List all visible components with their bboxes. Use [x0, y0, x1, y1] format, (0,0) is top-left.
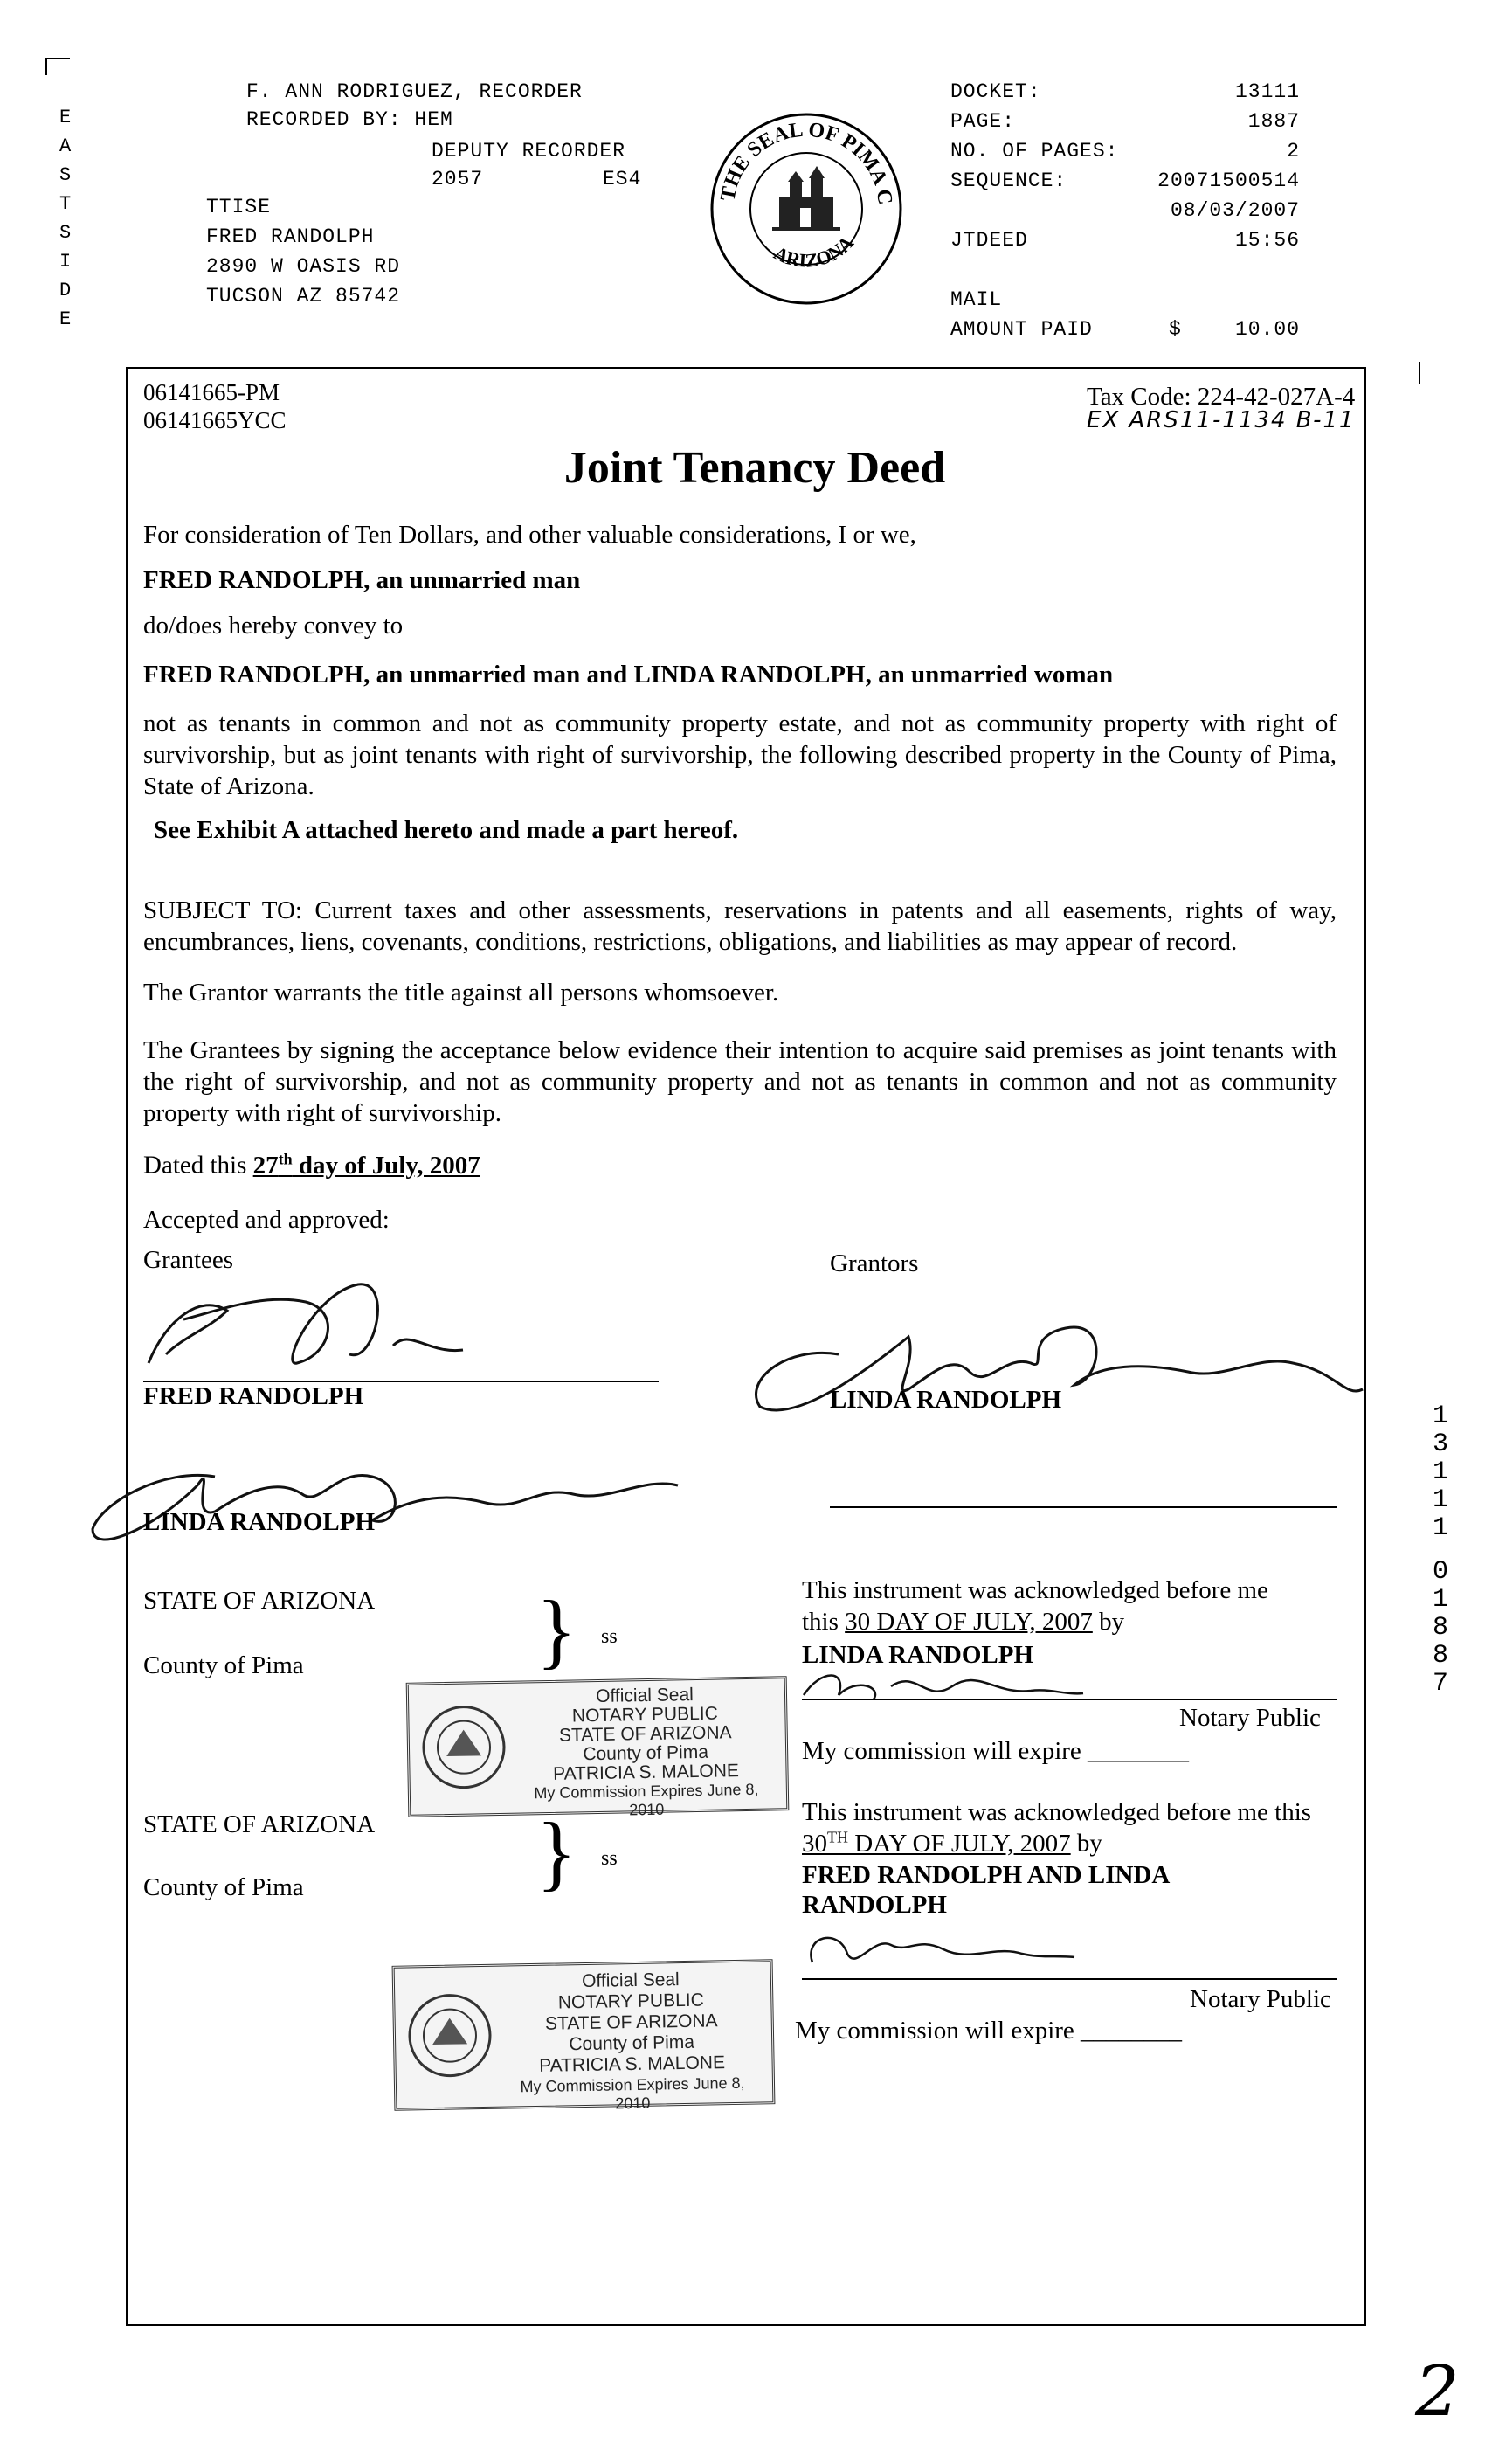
fred-signature — [131, 1258, 480, 1389]
tax-exemption-note: EX ARS11-1134 B-11 — [1087, 407, 1356, 433]
notary-seal-stamp-2 — [392, 1959, 776, 2111]
mail-to-line-2: FRED RANDOLPH — [206, 225, 375, 248]
notary1-county: County of Pima — [143, 1651, 304, 1679]
mail-label: MAIL — [950, 288, 1003, 311]
notary2-ss: ss — [601, 1847, 618, 1870]
docket-row — [950, 80, 1300, 103]
stamp2-line-6: My Commission Expires June 8, 2010 — [520, 2073, 745, 2113]
side-letter: I — [59, 251, 72, 273]
mail-row — [950, 288, 1300, 311]
tenancy-paragraph: not as tenants in common and not as community property estate, and not as community property with right of survivorship, but as joint tenants with right of survivorship, the following described property in the County of Pima, State of Arizona. — [143, 709, 1336, 800]
dated-line — [143, 1150, 480, 1180]
margin-char: 0 — [1433, 1557, 1449, 1587]
notary-seal-stamp-1 — [406, 1676, 790, 1817]
amount-value: 10.00 — [1234, 318, 1300, 341]
notary2-ack-line-2 — [802, 1828, 1102, 1858]
side-letter: T — [59, 193, 72, 215]
record-time: 15:56 — [1234, 229, 1300, 252]
grantor-second-signature-line — [830, 1506, 1336, 1508]
notary2-ack-date — [802, 1830, 1071, 1858]
notary2-ack-line-1: This instrument was acknowledged before me this — [802, 1798, 1312, 1826]
corner-bracket — [45, 58, 70, 75]
currency-symbol: $ — [1169, 318, 1182, 341]
seal-bottom-text: ARIZONA — [770, 232, 858, 272]
notary1-ack-line-1: This instrument was acknowledged before me — [802, 1576, 1268, 1604]
notary2-day: 30 — [802, 1829, 827, 1858]
notary2-title: Notary Public — [1190, 1985, 1331, 2013]
page-number-mark: 2 — [1415, 2350, 1460, 2432]
notary2-day-suffix: TH — [827, 1828, 848, 1845]
accepted-approved: Accepted and approved: — [143, 1206, 390, 1234]
page-value: 1887 — [1247, 110, 1300, 133]
amount-label: AMOUNT PAID — [950, 318, 1093, 341]
notary1-by: by — [1092, 1608, 1125, 1636]
margin-tick — [1419, 362, 1420, 384]
mission-building-icon — [772, 166, 840, 231]
pages-row — [950, 140, 1300, 163]
notary1-state: STATE OF ARIZONA — [143, 1587, 376, 1615]
stamp2-line-5: PATRICIA S. MALONE — [539, 2052, 726, 2076]
notary2-date-rest: DAY OF JULY, 2007 — [848, 1829, 1071, 1858]
exhibit-reference: See Exhibit A attached hereto and made a part hereof. — [154, 816, 739, 844]
dated-rest: day of July, 2007 — [292, 1151, 480, 1180]
margin-char: 8 — [1433, 1641, 1449, 1671]
dated-suffix: th — [278, 1150, 293, 1167]
arizona-seal-icon — [405, 1991, 494, 2080]
grantee-signer-fred: FRED RANDOLPH — [143, 1382, 364, 1410]
page-label: PAGE: — [950, 110, 1016, 133]
grantors-label: Grantors — [830, 1249, 919, 1277]
pages-value: 2 — [1287, 140, 1300, 163]
notary2-signers-line-1: FRED RANDOLPH AND LINDA — [802, 1861, 1171, 1889]
reference-number-2: 06141665YCC — [143, 407, 287, 433]
mail-to-line-3: 2890 W OASIS RD — [206, 255, 401, 278]
record-date: 08/03/2007 — [1170, 199, 1300, 222]
margin-char: 3 — [1433, 1429, 1449, 1459]
convey-text: do/does hereby convey to — [143, 612, 404, 640]
side-letter: D — [59, 280, 72, 301]
subject-to-paragraph: SUBJECT TO: Current taxes and other assessments, reservations in patents and all easements, rights of way, encumbrances, liens, covenants, conditions, restrictions, obligations, and liabilities as may appear of record. — [143, 896, 1336, 956]
stamp1-line-1: Official Seal — [595, 1685, 694, 1707]
mail-to-line-4: TUCSON AZ 85742 — [206, 285, 401, 308]
grantee-signer-linda: LINDA RANDOLPH — [143, 1508, 376, 1536]
type-row — [950, 229, 1300, 252]
notary2-by: by — [1070, 1829, 1102, 1858]
notary1-this: this — [802, 1608, 846, 1636]
stamp1-line-2: NOTARY PUBLIC — [571, 1703, 718, 1727]
notary1-signer: LINDA RANDOLPH — [802, 1641, 1034, 1669]
tax-code: Tax Code: 224-42-027A-4 — [1087, 383, 1356, 411]
stamp2-line-3: STATE OF ARIZONA — [544, 2011, 718, 2034]
notary2-state: STATE OF ARIZONA — [143, 1810, 376, 1838]
margin-char: 8 — [1433, 1613, 1449, 1643]
page-row — [950, 110, 1300, 133]
notary2-signature-line — [802, 1978, 1336, 1980]
reference-number-1: 06141665-PM — [143, 379, 280, 405]
stamp2-line-4: County of Pima — [569, 2031, 695, 2055]
recorded-by: RECORDED BY: HEM — [246, 108, 453, 131]
notary1-commission: My commission will expire ________ — [802, 1737, 1190, 1765]
acceptance-paragraph: The Grantees by signing the acceptance below evidence their intention to acquire said premises as joint tenants with the right of survivorship, and not as community property and not as tenants in common and not as community property with right of survivorship. — [143, 1036, 1336, 1127]
sequence-row — [950, 170, 1300, 192]
page-title: Joint Tenancy Deed — [563, 443, 946, 493]
notary2-commission: My commission will expire ________ — [795, 2017, 1183, 2045]
grantor-name: FRED RANDOLPH, an unmarried man — [143, 566, 581, 594]
side-letter: A — [59, 135, 72, 157]
notary1-ss: ss — [601, 1625, 618, 1648]
sequence-label: SEQUENCE: — [950, 170, 1067, 192]
docket-value: 13111 — [1234, 80, 1300, 103]
side-letter: E — [59, 107, 72, 128]
sequence-value: 20071500514 — [1157, 170, 1300, 192]
docket-label: DOCKET: — [950, 80, 1041, 103]
dated-date — [253, 1152, 480, 1180]
margin-char: 1 — [1433, 1485, 1449, 1515]
deputy-recorder: DEPUTY RECORDER — [432, 140, 626, 163]
mail-to-line-1: TTISE — [206, 196, 272, 218]
pima-county-seal — [708, 110, 905, 308]
warranty-text: The Grantor warrants the title against all persons whomsoever. — [143, 979, 779, 1007]
margin-char: 1 — [1433, 1402, 1449, 1431]
notary1-title: Notary Public — [1179, 1704, 1321, 1732]
stamp2-line-2: NOTARY PUBLIC — [557, 1990, 704, 2013]
notary1-brace: } — [536, 1583, 577, 1677]
grantor-signer-linda: LINDA RANDOLPH — [830, 1386, 1062, 1414]
pages-label: NO. OF PAGES: — [950, 140, 1119, 163]
notary2-county: County of Pima — [143, 1873, 304, 1901]
stamp1-line-6: My Commission Expires June 8, 2010 — [534, 1780, 759, 1819]
dated-prefix: Dated this — [143, 1151, 253, 1180]
grantees-label: Grantees — [143, 1246, 234, 1274]
side-letter: E — [59, 308, 72, 330]
code-a: 2057 — [432, 168, 484, 190]
stamp1-line-3: STATE OF ARIZONA — [558, 1722, 732, 1746]
notary1-signature-line — [802, 1699, 1336, 1700]
margin-char: 7 — [1433, 1669, 1449, 1699]
consideration-text: For consideration of Ten Dollars, and other valuable considerations, I or we, — [143, 521, 916, 549]
code-b: ES4 — [603, 168, 642, 190]
arizona-seal-icon — [419, 1703, 508, 1792]
notary2-signature — [795, 1919, 1083, 1980]
side-letter: S — [59, 164, 72, 186]
amount-row — [950, 318, 1300, 341]
notary1-ack-line-2 — [802, 1608, 1124, 1637]
stamp1-line-5: PATRICIA S. MALONE — [552, 1761, 740, 1784]
side-letter: S — [59, 222, 72, 244]
seal-top-text: THE SEAL OF PIMA C — [716, 118, 897, 206]
grantees-names: FRED RANDOLPH, an unmarried man and LINDA RANDOLPH, an unmarried woman — [143, 661, 1114, 689]
notary2-signers-line-2: RANDOLPH — [802, 1891, 947, 1919]
notary1-signature — [786, 1660, 1101, 1713]
margin-char: 1 — [1433, 1513, 1449, 1543]
stamp1-line-4: County of Pima — [583, 1741, 709, 1765]
margin-char: 1 — [1433, 1457, 1449, 1487]
dated-day: 27 — [252, 1151, 279, 1180]
stamp2-line-1: Official Seal — [581, 1969, 680, 1992]
doc-type: JTDEED — [950, 229, 1028, 252]
notary2-brace: } — [536, 1805, 577, 1899]
notary1-ack-date: 30 DAY OF JULY, 2007 — [845, 1608, 1093, 1636]
margin-char: 1 — [1433, 1585, 1449, 1615]
recorder-name: F. ANN RODRIGUEZ, RECORDER — [246, 80, 583, 103]
